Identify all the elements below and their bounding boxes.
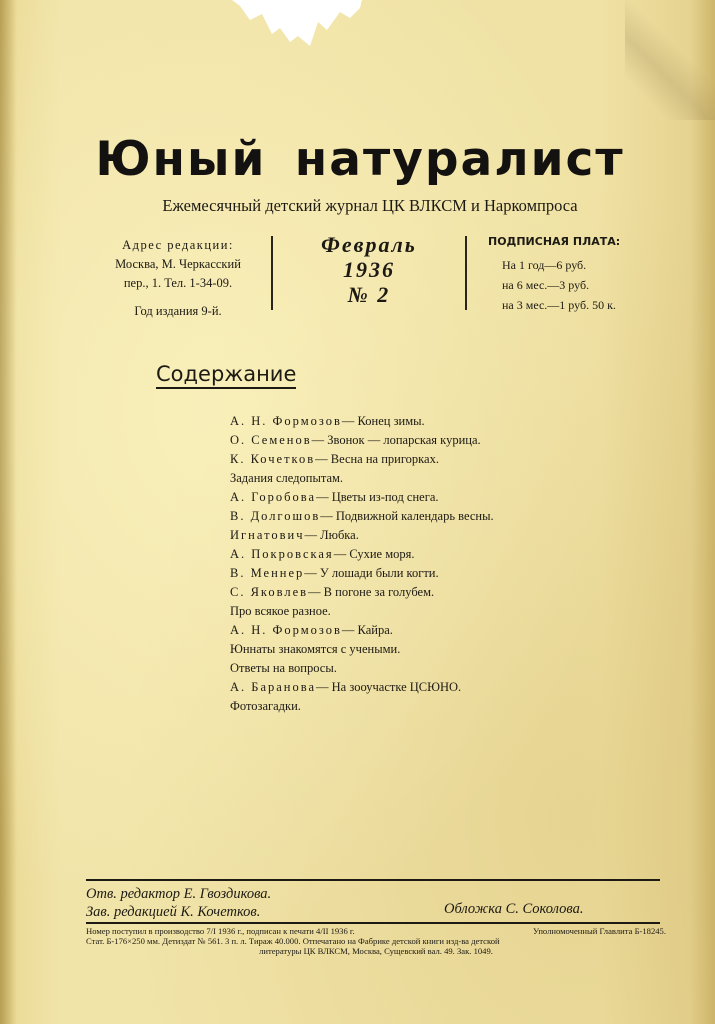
address-line: Москва, М. Черкасский [115,257,241,271]
article-author: А. Н. Формозов [230,623,342,637]
divider [271,236,273,310]
list-item [230,640,560,659]
address-line: Адрес редакции: [122,238,234,252]
list-item [230,697,560,716]
footer-rule [86,922,660,924]
article-title: — Кайра. [341,623,393,637]
table-of-contents [230,412,560,716]
article-author: А. Горобова [230,490,317,504]
article-title: — В погоне за голубем. [308,585,435,599]
list-item [230,469,560,488]
subscription-title: ПОДПИСНАЯ ПЛАТА: [488,235,621,248]
imprint-row [86,926,666,936]
torn-edge [232,0,362,48]
issue-number: № 2 [347,282,391,307]
article-title: — Подвижной календарь весны. [320,509,494,523]
article-title: — Весна на пригорках. [315,452,439,466]
list-item [230,526,560,545]
issue-info [275,232,463,307]
cover-artist: Обложка С. Соколова. [444,901,584,917]
list-item [230,450,560,469]
article-title: — Цветы из-под снега. [316,490,439,504]
article-author: Игнатович [230,528,305,542]
article-title: Задания следопытам. [230,471,344,485]
issue-year: 1936 [343,257,395,282]
contents-heading: Содержание [156,362,296,389]
article-author: А. Покровская [230,547,334,561]
editorial-manager: Зав. редакцией К. Кочетков. [86,904,261,920]
list-item [230,678,560,697]
imprint-censor: Уполномоченный Главлита Б-18245. [532,926,666,936]
list-item [230,659,560,678]
article-author: А. Баранова [230,680,317,694]
article-title: — Звонок — лопарская курица. [311,433,481,447]
subscription-line: на 6 мес.—3 руб. [502,278,590,292]
article-author: К. Кочетков [230,452,316,466]
editorial-address [86,236,270,321]
imprint [86,926,666,956]
subscription-price [488,232,658,315]
list-item [230,545,560,564]
article-title: Ответы на вопросы. [230,661,337,675]
article-title: Юннаты знакомятся с учеными. [230,642,401,656]
magazine-title: Юный натуралист [95,132,625,187]
article-author: О. Семенов [230,433,312,447]
article-title: — На зооучастке ЦСЮНО. [316,680,462,694]
publication-year: Год издания 9-й. [134,304,222,318]
chief-editor: Отв. редактор Е. Гвоздикова. [86,886,272,902]
article-title: Фотозагадки. [230,699,301,713]
divider [465,236,467,310]
spine-shadow [0,0,16,1024]
imprint-printer: литературы ЦК ВЛКСМ, Москва, Сущевский вал. 49. Зак. 1049. [259,946,493,956]
article-title: — Любка. [304,528,359,542]
article-author: А. Н. Формозов [230,414,342,428]
article-author: С. Яковлев [230,585,309,599]
article-title: — Сухие моря. [333,547,415,561]
issue-month: Февраль [321,232,417,257]
list-item [230,488,560,507]
footer-rule [86,879,660,881]
list-item [230,412,560,431]
article-author: В. Долгошов [230,509,321,523]
article-title: — Конец зимы. [341,414,425,428]
list-item [230,602,560,621]
address-line: пер., 1. Тел. 1-34-09. [123,276,233,290]
article-title: Про всякое разное. [230,604,331,618]
page-corner-wear [625,0,715,120]
list-item [230,507,560,526]
subscription-line: на 3 мес.—1 руб. 50 к. [502,298,616,312]
list-item [230,583,560,602]
magazine-subtitle: Ежемесячный детский журнал ЦК ВЛКСМ и Наркомпроса [162,196,578,215]
list-item [230,431,560,450]
article-author: В. Меннер [230,566,305,580]
subscription-line: На 1 год—6 руб. [502,258,587,272]
list-item [230,564,560,583]
imprint-production: Номер поступил в производство 7/I 1936 г., подписан к печати 4/II 1936 г. [86,926,355,936]
imprint-details: Стат. Б-176×250 мм. Детиздат № 561. 3 п. л. Тираж 40.000. Отпечатано на Фабрике детской книги изд-ва детской [86,936,500,946]
list-item [230,621,560,640]
article-title: — У лошади были когти. [304,566,439,580]
